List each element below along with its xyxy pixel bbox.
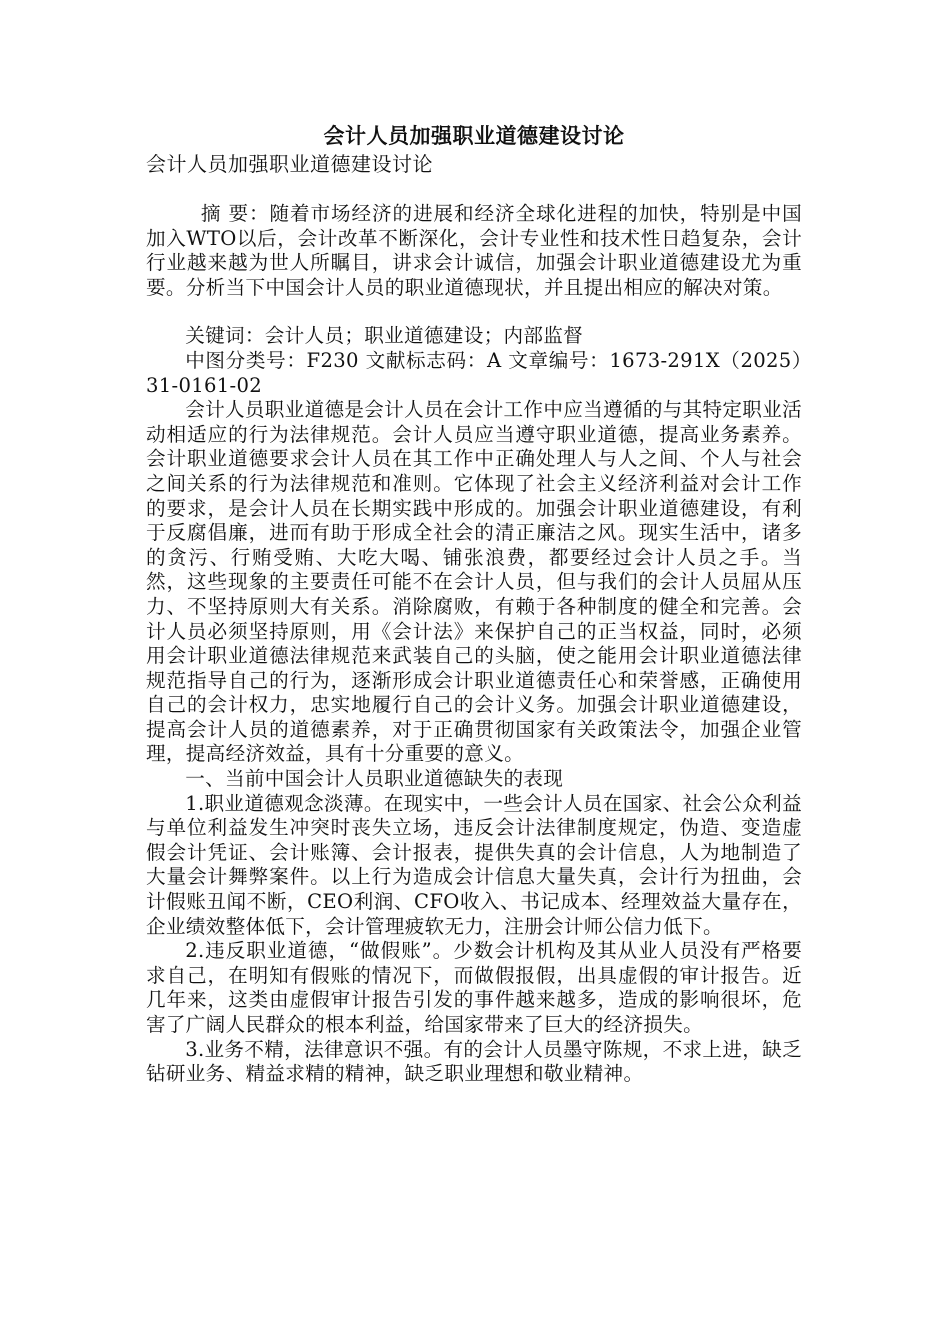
body-paragraph: 会计人员职业道德是会计人员在会计工作中应当遵循的与其特定职业活动相适应的行为法律规范。会计人员应当遵守职业道德，提高业务素养。会计职业道德要求会计人员在其工作中正确处理人与人之间、个人与社会之间关系的行为法律规范和准则。它体现了社会主义经济利益对会计工作的要求，是会计人员在长期实践中形成的。加强会计职业道德建设，有利于反腐倡廉，进而有助于形成全社会的清正廉洁之风。现实生活中，诸多的贪污、行贿受贿、大吃大喝、铺张浪费，都要经过会计人员之手。当然，这些现象的主要责任可能不在会计人员，但与我们的会计人员屈从压力、不坚持原则大有关系。消除腐败，有赖于各种制度的健全和完善。会计人员必须坚持原则，用《会计法》来保护自己的正当权益，同时，必须用会计职业道德法律规范来武装自己的头脑，使之能用会计职业道德法律规范指导自己的行为，逐渐形成会计职业道德责任心和荣誉感，正确使用自己的会计权力，忠实地履行自己的会计义务。加强会计职业道德建设，提高会计人员的道德素养，对于正确贯彻国家有关政策法令，加强企业管理，提高经济效益，具有十分重要的意义。 <box>146 398 802 766</box>
body-paragraph: 3.业务不精，法律意识不强。有的会计人员墨守陈规，不求上进，缺乏钻研业务、精益求精的精神，缺乏职业理想和敬业精神。 <box>146 1037 802 1086</box>
section-heading: 一、当前中国会计人员职业道德缺失的表现 <box>185 767 564 791</box>
abstract-paragraph: 摘 要：随着市场经济的进展和经济全球化进程的加快，特别是中国加入WTO以后，会计改革不断深化，会计专业性和技术性日趋复杂，会计行业越来越为世人所瞩目，讲求会计诚信，加强会计职业道德建设尤为重要。分析当下中国会计人员的职业道德现状，并且提出相应的解决对策。 <box>146 202 802 299</box>
body-paragraph: 1.职业道德观念淡薄。在现实中，一些会计人员在国家、社会公众利益与单位利益发生冲突时丧失立场，违反会计法律制度规定，伪造、变造虚假会计凭证、会计账簿、会计报表，提供失真的会计信息，人为地制造了大量会计舞弊案件。以上行为造成会计信息大量失真，会计行为扭曲，会计假账丑闻不断，CEO利润、CFO收入、书记成本、经理效益大量存在，企业绩效整体低下，会计管理疲软无力，注册会计师公信力低下。 <box>146 791 802 938</box>
document-subtitle: 会计人员加强职业道德建设讨论 <box>146 152 433 176</box>
body-paragraph: 2.违反职业道德，“做假账”。少数会计机构及其从业人员没有严格要求自己，在明知有假账的情况下，而做假报假，出具虚假的审计报告。近几年来，这类由虚假审计报告引发的事件越来越多，造成的影响很坏，危害了广阔人民群众的根本利益，给国家带来了巨大的经济损失。 <box>146 939 802 1036</box>
document-page <box>146 122 802 1087</box>
keywords-line: 关键词：会计人员；职业道德建设；内部监督 <box>185 324 584 348</box>
document-title: 会计人员加强职业道德建设讨论 <box>323 123 625 148</box>
classification-line: 中图分类号：F230 文献标志码：A 文章编号：1673-291X（2025）31-0161-02 <box>146 348 802 397</box>
